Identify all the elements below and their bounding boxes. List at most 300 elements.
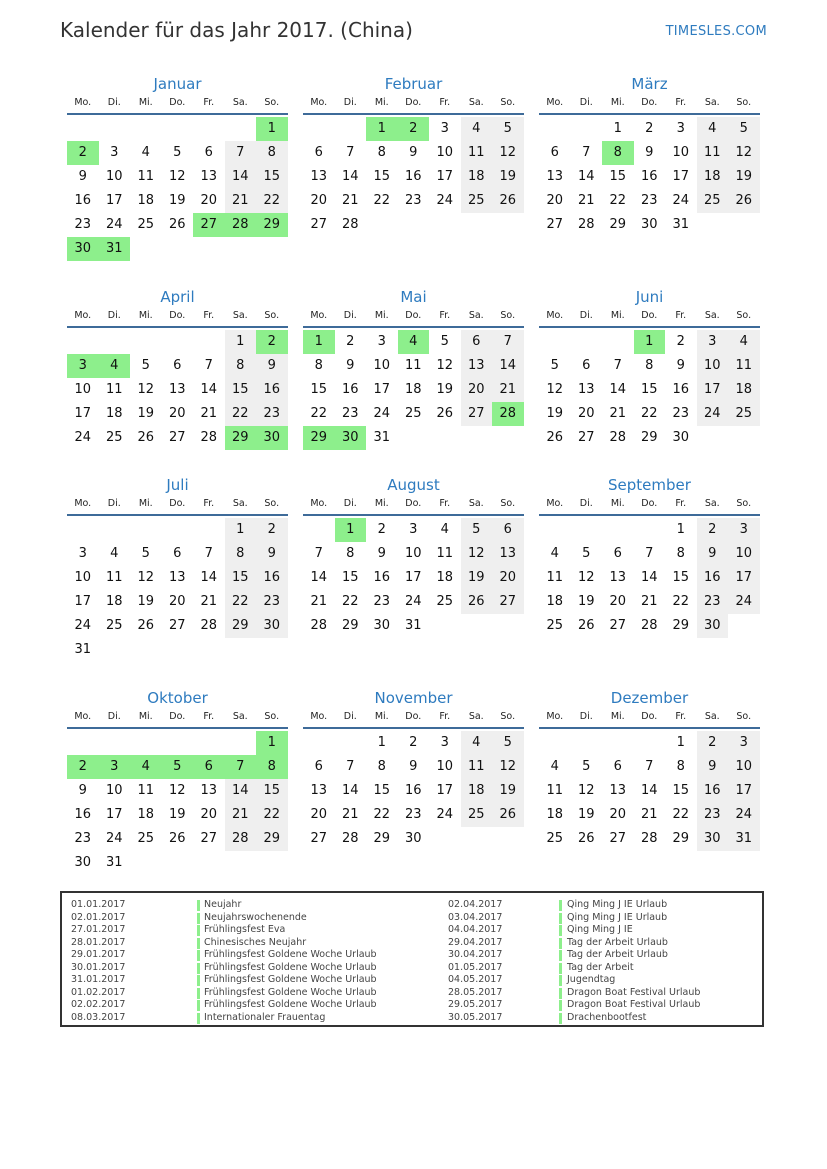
week-row <box>303 827 524 851</box>
day-cell: 1 <box>676 735 685 750</box>
legend-holiday-name: Qing Ming J IE <box>567 924 633 935</box>
day-cell: 21 <box>577 193 595 208</box>
empty-cell <box>728 213 760 237</box>
week-row <box>539 213 760 237</box>
day-cell: 6 <box>582 358 591 373</box>
empty-cell <box>256 237 288 261</box>
weekday-label: Di. <box>579 711 593 722</box>
day-cell: 30 <box>697 827 729 851</box>
legend-date: 04.04.2017 <box>448 924 503 935</box>
day-cell: 16 <box>256 378 288 402</box>
day-cell: 28 <box>640 831 658 846</box>
day-cell: 29 <box>341 618 359 633</box>
day-cell: 6 <box>613 546 622 561</box>
legend-date: 31.01.2017 <box>71 974 126 985</box>
weekday-label: So. <box>736 498 752 509</box>
week-row <box>67 165 288 189</box>
day-cell: 14 <box>225 165 257 189</box>
day-cell: 23 <box>640 193 658 208</box>
empty-cell <box>193 851 225 875</box>
day-cell: 25 <box>436 594 454 609</box>
day-cell: 17 <box>105 807 123 822</box>
empty-cell <box>303 731 335 755</box>
holiday-day-cell: 1 <box>256 117 288 141</box>
day-cell: 3 <box>110 145 119 160</box>
day-cell: 14 <box>341 169 359 184</box>
month-mai <box>303 286 524 450</box>
legend-holiday-name: Drachenbootfest <box>567 1011 647 1023</box>
day-cell: 7 <box>314 546 323 561</box>
day-cell: 5 <box>141 546 150 561</box>
empty-cell <box>130 117 162 141</box>
day-cell: 1 <box>225 330 257 354</box>
week-row <box>67 117 288 141</box>
empty-cell <box>539 518 571 542</box>
empty-cell <box>67 518 99 542</box>
empty-cell <box>99 518 131 542</box>
day-cell: 5 <box>141 358 150 373</box>
day-cell: 17 <box>373 382 391 397</box>
weekday-label: Sa. <box>232 310 248 321</box>
legend-date: 30.05.2017 <box>448 1011 503 1023</box>
day-cell: 16 <box>74 807 92 822</box>
day-cell: 9 <box>409 145 418 160</box>
day-cell: 25 <box>137 217 155 232</box>
weekday-label: Do. <box>641 498 658 509</box>
day-cell: 27 <box>609 831 627 846</box>
day-cell: 27 <box>609 618 627 633</box>
day-cell: 15 <box>225 378 257 402</box>
weekday-label: Mi. <box>374 711 389 722</box>
holiday-day-cell: 2 <box>256 330 288 354</box>
week-row <box>67 566 288 590</box>
day-cell: 26 <box>137 618 155 633</box>
weekday-label: Fr. <box>439 310 451 321</box>
day-cell: 19 <box>461 566 493 590</box>
weekday-label: Mo. <box>546 97 564 108</box>
day-cell: 10 <box>105 783 123 798</box>
day-cell: 29 <box>640 430 658 445</box>
day-cell: 3 <box>728 518 760 542</box>
day-cell: 12 <box>137 570 155 585</box>
month-juni <box>539 286 760 450</box>
day-cell: 15 <box>373 783 391 798</box>
day-cell: 24 <box>728 590 760 614</box>
day-cell: 21 <box>225 803 257 827</box>
day-cell: 17 <box>74 406 92 421</box>
day-cell: 24 <box>672 193 690 208</box>
day-cell: 7 <box>645 546 654 561</box>
day-cell: 19 <box>492 165 524 189</box>
day-cell: 29 <box>256 827 288 851</box>
day-cell: 18 <box>461 165 493 189</box>
day-cell: 6 <box>550 145 559 160</box>
weekday-label: Mi. <box>138 97 153 108</box>
day-cell: 9 <box>346 358 355 373</box>
day-cell: 26 <box>168 217 186 232</box>
day-cell: 15 <box>256 779 288 803</box>
empty-cell <box>162 851 194 875</box>
day-cell: 27 <box>168 618 186 633</box>
weekday-label: Di. <box>343 711 357 722</box>
day-cell: 17 <box>105 193 123 208</box>
day-cell: 15 <box>373 169 391 184</box>
day-cell: 10 <box>728 542 760 566</box>
legend-holiday-name: Frühlingsfest Eva <box>204 924 286 935</box>
legend-holiday-name: Tag der Arbeit Urlaub <box>567 936 668 948</box>
empty-cell <box>461 614 493 638</box>
week-row <box>539 141 760 165</box>
day-cell: 23 <box>373 594 391 609</box>
day-cell: 22 <box>310 406 328 421</box>
day-cell: 31 <box>373 430 391 445</box>
weekday-label: Mi. <box>138 498 153 509</box>
day-cell: 27 <box>546 217 564 232</box>
day-cell: 8 <box>225 542 257 566</box>
day-cell: 22 <box>672 807 690 822</box>
week-row <box>539 117 760 141</box>
legend-marker <box>559 988 562 999</box>
day-cell: 22 <box>373 193 391 208</box>
day-cell: 8 <box>676 759 685 774</box>
day-cell: 11 <box>404 358 422 373</box>
weekday-label: Mo. <box>74 310 92 321</box>
day-cell: 1 <box>225 518 257 542</box>
legend-holiday-name: Neujahr <box>204 899 242 910</box>
day-cell: 12 <box>728 141 760 165</box>
legend-row <box>62 912 762 925</box>
day-cell: 30 <box>672 430 690 445</box>
day-cell: 7 <box>492 330 524 354</box>
holiday-day-cell: 1 <box>303 330 335 354</box>
day-cell: 16 <box>404 169 422 184</box>
week-row <box>67 779 288 803</box>
day-cell: 20 <box>492 566 524 590</box>
weekday-header <box>67 308 288 328</box>
day-cell: 12 <box>577 570 595 585</box>
day-cell: 12 <box>492 755 524 779</box>
day-cell: 24 <box>373 406 391 421</box>
day-cell: 19 <box>168 807 186 822</box>
legend-date: 02.02.2017 <box>71 999 126 1010</box>
day-cell: 4 <box>461 731 493 755</box>
day-cell: 21 <box>200 594 218 609</box>
day-cell: 14 <box>225 779 257 803</box>
day-cell: 18 <box>105 594 123 609</box>
weekday-label: Fr. <box>439 711 451 722</box>
site-link[interactable]: TIMESLES.COM <box>665 24 767 39</box>
empty-cell <box>366 213 398 237</box>
empty-cell <box>193 117 225 141</box>
weekday-label: Di. <box>579 310 593 321</box>
week-row <box>67 542 288 566</box>
empty-cell <box>303 518 335 542</box>
day-cell: 3 <box>697 330 729 354</box>
day-cell: 4 <box>697 117 729 141</box>
day-cell: 24 <box>105 217 123 232</box>
weekday-label: Sa. <box>468 97 484 108</box>
legend-row <box>62 949 762 962</box>
holiday-day-cell: 3 <box>67 354 99 378</box>
legend-row <box>62 974 762 987</box>
day-cell: 20 <box>168 594 186 609</box>
holiday-day-cell: 2 <box>67 141 99 165</box>
day-cell: 6 <box>173 546 182 561</box>
week-row <box>303 354 524 378</box>
weekday-label: Do. <box>405 498 422 509</box>
day-cell: 16 <box>373 570 391 585</box>
weekday-header <box>539 709 760 729</box>
empty-cell <box>256 638 288 662</box>
empty-cell <box>492 213 524 237</box>
weekday-label: Mi. <box>138 711 153 722</box>
week-row <box>67 141 288 165</box>
day-cell: 16 <box>404 783 422 798</box>
weekday-label: Di. <box>343 310 357 321</box>
week-row <box>67 189 288 213</box>
empty-cell <box>225 117 257 141</box>
day-cell: 5 <box>492 117 524 141</box>
day-cell: 13 <box>168 570 186 585</box>
day-cell: 20 <box>461 378 493 402</box>
week-row <box>539 542 760 566</box>
day-cell: 13 <box>168 382 186 397</box>
day-cell: 29 <box>672 831 690 846</box>
empty-cell <box>602 518 634 542</box>
week-row <box>539 189 760 213</box>
day-cell: 2 <box>697 731 729 755</box>
day-cell: 6 <box>204 145 213 160</box>
holiday-day-cell: 28 <box>225 213 257 237</box>
holiday-day-cell: 8 <box>256 755 288 779</box>
day-cell: 26 <box>461 590 493 614</box>
month-name: September <box>608 476 691 494</box>
weekday-header <box>303 496 524 516</box>
day-cell: 29 <box>373 831 391 846</box>
day-cell: 25 <box>105 430 123 445</box>
weekday-label: Mi. <box>610 498 625 509</box>
day-cell: 18 <box>436 570 454 585</box>
day-cell: 19 <box>577 807 595 822</box>
day-cell: 18 <box>137 193 155 208</box>
weekday-label: Mo. <box>310 498 328 509</box>
empty-cell <box>99 638 131 662</box>
day-cell: 12 <box>168 169 186 184</box>
legend-holiday-name: Dragon Boat Festival Urlaub <box>567 999 701 1010</box>
day-cell: 2 <box>377 522 386 537</box>
week-row <box>303 731 524 755</box>
weekday-label: Mi. <box>138 310 153 321</box>
day-cell: 29 <box>609 217 627 232</box>
month-august <box>303 474 524 638</box>
empty-cell <box>492 614 524 638</box>
empty-cell <box>162 731 194 755</box>
weekday-label: Do. <box>641 711 658 722</box>
day-cell: 23 <box>256 590 288 614</box>
day-cell: 13 <box>609 570 627 585</box>
day-cell: 1 <box>377 735 386 750</box>
legend-date: 02.01.2017 <box>71 911 126 923</box>
week-row <box>303 803 524 827</box>
day-cell: 12 <box>492 141 524 165</box>
legend-date: 30.01.2017 <box>71 961 126 973</box>
month-november <box>303 687 524 851</box>
day-cell: 26 <box>436 406 454 421</box>
day-cell: 19 <box>436 382 454 397</box>
day-cell: 2 <box>645 121 654 136</box>
legend-date: 28.05.2017 <box>448 986 503 998</box>
day-cell: 22 <box>225 402 257 426</box>
week-row <box>67 354 288 378</box>
day-cell: 21 <box>609 406 627 421</box>
month-märz <box>539 73 760 237</box>
weekday-label: So. <box>264 310 280 321</box>
day-cell: 18 <box>105 406 123 421</box>
day-cell: 31 <box>404 618 422 633</box>
legend-holiday-name: Tag der Arbeit <box>567 961 634 973</box>
month-name: Dezember <box>610 689 689 707</box>
day-cell: 30 <box>373 618 391 633</box>
empty-cell <box>335 731 367 755</box>
weekday-label: Do. <box>405 711 422 722</box>
day-cell: 31 <box>728 827 760 851</box>
weekday-label: Fr. <box>439 97 451 108</box>
holiday-day-cell: 4 <box>99 354 131 378</box>
day-cell: 17 <box>697 378 729 402</box>
legend-holiday-name: Qing Ming J IE Urlaub <box>567 899 668 910</box>
empty-cell <box>130 851 162 875</box>
weekday-label: Sa. <box>704 711 720 722</box>
day-cell: 26 <box>728 189 760 213</box>
day-cell: 1 <box>676 522 685 537</box>
day-cell: 24 <box>105 831 123 846</box>
day-cell: 4 <box>728 330 760 354</box>
weekday-header <box>539 308 760 328</box>
empty-cell <box>130 330 162 354</box>
empty-cell <box>162 237 194 261</box>
empty-cell <box>99 330 131 354</box>
day-cell: 31 <box>74 642 92 657</box>
holiday-day-cell: 2 <box>67 755 99 779</box>
empty-cell <box>429 213 461 237</box>
empty-cell <box>193 330 225 354</box>
legend-holiday-name: Internationaler Frauentag <box>204 1011 326 1023</box>
day-cell: 7 <box>225 141 257 165</box>
day-cell: 11 <box>436 546 454 561</box>
day-cell: 12 <box>436 358 454 373</box>
day-cell: 21 <box>341 193 359 208</box>
day-cell: 22 <box>640 406 658 421</box>
day-cell: 16 <box>341 382 359 397</box>
empty-cell <box>539 117 571 141</box>
weekday-header <box>539 95 760 115</box>
holiday-day-cell: 3 <box>99 755 131 779</box>
week-row <box>67 402 288 426</box>
holiday-day-cell: 1 <box>335 518 367 542</box>
empty-cell <box>130 731 162 755</box>
day-cell: 28 <box>225 827 257 851</box>
day-cell: 30 <box>74 855 92 870</box>
day-cell: 7 <box>346 145 355 160</box>
legend-date: 27.01.2017 <box>71 924 126 935</box>
day-cell: 29 <box>225 614 257 638</box>
day-cell: 24 <box>74 430 92 445</box>
week-row <box>539 378 760 402</box>
week-row <box>303 330 524 354</box>
day-cell: 14 <box>200 382 218 397</box>
day-cell: 6 <box>314 145 323 160</box>
month-juli <box>67 474 288 662</box>
day-cell: 30 <box>697 614 729 638</box>
week-row <box>539 779 760 803</box>
month-name: Februar <box>384 75 443 93</box>
day-cell: 15 <box>672 783 690 798</box>
day-cell: 28 <box>341 831 359 846</box>
day-cell: 14 <box>200 570 218 585</box>
legend-marker <box>559 1000 562 1011</box>
holiday-legend <box>60 891 764 1027</box>
weekday-label: Sa. <box>704 97 720 108</box>
day-cell: 28 <box>200 430 218 445</box>
day-cell: 7 <box>204 358 213 373</box>
legend-date: 29.01.2017 <box>71 949 126 960</box>
day-cell: 19 <box>577 594 595 609</box>
day-cell: 15 <box>225 566 257 590</box>
day-cell: 25 <box>137 831 155 846</box>
day-cell: 15 <box>640 382 658 397</box>
day-cell: 5 <box>173 145 182 160</box>
day-cell: 20 <box>609 594 627 609</box>
weekday-label: Mo. <box>74 97 92 108</box>
holiday-day-cell: 2 <box>398 117 430 141</box>
holiday-day-cell: 1 <box>366 117 398 141</box>
weekday-label: So. <box>500 97 516 108</box>
weekday-label: So. <box>736 310 752 321</box>
weekday-label: Fr. <box>203 711 215 722</box>
day-cell: 6 <box>461 330 493 354</box>
day-cell: 13 <box>492 542 524 566</box>
week-row <box>539 614 760 638</box>
week-row <box>303 590 524 614</box>
day-cell: 26 <box>546 430 564 445</box>
day-cell: 25 <box>461 189 493 213</box>
day-cell: 13 <box>200 783 218 798</box>
day-cell: 6 <box>173 358 182 373</box>
day-cell: 9 <box>697 755 729 779</box>
day-cell: 6 <box>314 759 323 774</box>
week-row <box>539 402 760 426</box>
day-cell: 17 <box>728 779 760 803</box>
weekday-label: Mo. <box>74 498 92 509</box>
weekday-label: Fr. <box>675 498 687 509</box>
weekday-label: Sa. <box>468 310 484 321</box>
weekday-label: So. <box>736 711 752 722</box>
weekday-label: Di. <box>343 498 357 509</box>
week-row <box>539 330 760 354</box>
day-cell: 11 <box>137 169 155 184</box>
week-row <box>303 378 524 402</box>
day-cell: 23 <box>74 831 92 846</box>
week-row <box>67 590 288 614</box>
day-cell: 9 <box>377 546 386 561</box>
day-cell: 7 <box>346 759 355 774</box>
day-cell: 16 <box>697 779 729 803</box>
day-cell: 24 <box>697 402 729 426</box>
empty-cell <box>162 518 194 542</box>
day-cell: 12 <box>168 783 186 798</box>
weekday-header <box>303 709 524 729</box>
legend-row <box>62 937 762 950</box>
